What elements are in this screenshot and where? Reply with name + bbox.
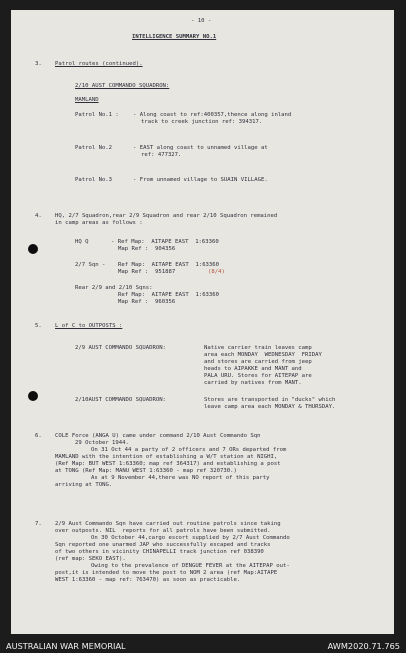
rear-ref-map: Ref Map: AITAPE EAST 1:63360 — [118, 292, 220, 298]
section-4-line-1: HQ, 2/7 Squadron,rear 2/9 Squadron and rear 2/10 Squadron remained — [55, 213, 278, 219]
patrol-2-label: Patrol No.2 — [75, 145, 113, 151]
section-7-line-7: Owing to the prevalence of DENGUE FEVER at the AITEPAP out- — [91, 563, 290, 569]
page-number: - 10 - — [191, 18, 212, 24]
squadron-a-line-4: heads to AIPAKKE and MANT and — [204, 366, 302, 372]
section-7-line-1: 2/9 Aust Commando Sqn have carried out routine patrols since taking — [55, 521, 281, 527]
section-3-heading: Patrol routes (continued). — [55, 61, 143, 67]
section-5-heading: L of C to OUTPOSTS : — [55, 323, 123, 329]
section-6-line-7: As at 9 November 44,there was NO report of this party — [91, 475, 270, 481]
squadron-b-line-2: leave camp area each MONDAY & THURSDAY. — [204, 404, 336, 410]
section-6-number: 6. — [35, 433, 42, 439]
section-6-line-1: COLE Force (ANGA U) came under command 2/10 Aust Commando Sqn — [55, 433, 261, 439]
section-7-line-8: post,it is intended to move the post to NOM 2 area (ref Map:AITAPE — [55, 570, 278, 576]
rear-map-ref: Map Ref : 960356 — [118, 299, 176, 305]
patrol-2-line-1: - EAST along coast to unnamed village at — [133, 145, 268, 151]
hq-label: HQ Q — [75, 239, 89, 245]
section-7-line-5: of two others in vicinity CHINAPELLI track junction ref 038390 — [55, 549, 264, 555]
footer-bar — [0, 638, 406, 653]
patrol-1-line-2: track to creek junction ref: 394317. — [141, 119, 263, 125]
squadron-a-line-6: carried by natives from MANT. — [204, 380, 302, 386]
section-6-line-5: (Ref Map: BUT WEST 1:63360; map ref 364317) and establishing a post — [55, 461, 281, 467]
footer-institution: AUSTRALIAN WAR MEMORIAL — [6, 641, 126, 651]
squadron-a-line-1: Native carrier train leaves camp — [204, 345, 312, 351]
squadron-a-line-2: area each MONDAY WEDNESDAY FRIDAY — [204, 352, 322, 358]
patrol-3-line-1: - From unnamed village to SUAIN VILLAGE. — [133, 177, 268, 183]
squadron-b-line-1: Stores are transported in "ducks" which — [204, 397, 336, 403]
punch-hole — [28, 244, 38, 254]
section-3-number: 3. — [35, 61, 42, 67]
squadron-a-line-3: and stores are carried from jeep — [204, 359, 312, 365]
sqn-handwritten-note: (8/4) — [208, 269, 225, 275]
section-3-unit: 2/10 AUST COMMANDO SQUADRON: — [75, 83, 170, 89]
patrol-2-line-2: ref: 477327. — [141, 152, 182, 158]
section-7-line-2: over outposts. NIL reports for all patrols have been submitted. — [55, 528, 271, 534]
section-7-line-3: On 30 October 44,cargo escort supplied by 2/7 Aust Commando — [91, 535, 290, 541]
section-6-line-8: arriving at TONG. — [55, 482, 113, 488]
sqn-map-ref: Map Ref : 951887 — [118, 269, 176, 275]
section-6-line-2: 29 October 1944. — [75, 440, 129, 446]
section-6-line-6: at TONG (Ref Map: MANU WEST 1:63360 - map ref 320730.) — [55, 468, 237, 474]
section-3-area: MAMLAND — [75, 97, 99, 103]
section-6-line-3: On 31 Oct 44 a party of 2 officers and 7 ORs departed from — [91, 447, 287, 453]
patrol-1-label: Patrol No.1 : — [75, 112, 119, 118]
footer-accession-number: AWM2020.71.765 — [327, 641, 400, 651]
section-6-line-4: MAMLAND with the intention of establishing a W/T station at NIGHI, — [55, 454, 278, 460]
section-7-line-9: WEST 1:63360 - map ref: 763470) as soon as practicable. — [55, 577, 241, 583]
section-4-line-2: in camp areas as follows : — [55, 220, 143, 226]
section-7-number: 7. — [35, 521, 42, 527]
document-title: INTELLIGENCE SUMMARY NO.1 — [132, 34, 217, 40]
punch-hole — [28, 391, 38, 401]
hq-ref-map: - Ref Map: AITAPE EAST 1:63360 — [111, 239, 219, 245]
patrol-1-line-1: - Along coast to ref:400357,thence along inland — [133, 112, 292, 118]
sqn-ref-map: Ref Map: AITAPE EAST 1:63360 — [118, 262, 220, 268]
patrol-3-label: Patrol No.3 — [75, 177, 113, 183]
sqn-label: 2/7 Sqn - — [75, 262, 106, 268]
section-7-line-6: (ref map: SEKO EAST). — [55, 556, 126, 562]
section-4-number: 4. — [35, 213, 42, 219]
section-5-number: 5. — [35, 323, 42, 329]
section-7-line-4: Sqn reported one unarmed JAP who successfully escaped and tracks — [55, 542, 271, 548]
document-page — [11, 10, 394, 634]
hq-map-ref: Map Ref : 904356 — [118, 246, 176, 252]
squadron-a-label: 2/9 AUST COMMANDO SQUADRON: — [75, 345, 166, 351]
rear-label: Rear 2/9 and 2/10 Sqns: — [75, 285, 153, 291]
squadron-b-label: 2/10AUST COMMANDO SQUADRON: — [75, 397, 166, 403]
squadron-a-line-5: PALA URU. Stores for AITEPAP are — [204, 373, 312, 379]
